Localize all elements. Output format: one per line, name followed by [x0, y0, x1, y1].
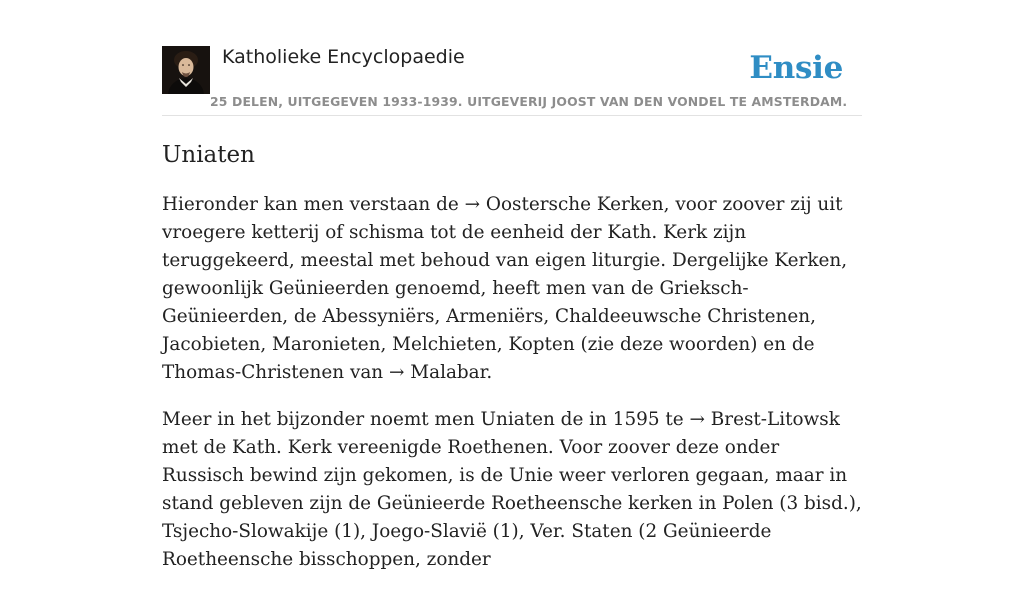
paragraph-text: , voor zoover zij uit vroegere ketterij of schisma tot de eenheid der Kath. Kerk zijn teruggekeerd, meestal met behoud van eigen liturgie. Dergelijke Kerken, gewoonlijk Geünieerden genoemd, heeft men van de Grieksch-Geünieerden, de Abessyniërs, Armeniërs, Chaldeeuwsche Christenen, Jacobieten, Maronieten, Melchieten, Kopten (zie deze woorden) en de Thomas-Christenen van — [162, 194, 848, 383]
xref-malabar-link[interactable]: → Malabar — [389, 362, 487, 383]
paragraph-text: met de Kath. Kerk vereenigde Roethenen. Voor zoover deze onder Russisch bewind zijn gekomen, is de Unie weer verloren gegaan, maar in stand gebleven zijn de Geünieerde Roetheensche kerken in Polen (3 bisd.), Tsjecho-Slowakije (1), Joego-Slavië (1), Ver. Staten (2 Geünieerde Roetheensche bisschoppen, zonder — [162, 437, 862, 570]
article-paragraph-1 — [162, 191, 862, 387]
xref-brest-litowsk-link[interactable]: → Brest-Litowsk — [689, 409, 840, 430]
paragraph-text: Hieronder kan men verstaan de — [162, 194, 465, 215]
article-container — [162, 0, 862, 593]
ensie-logo-link[interactable]: Ensie — [749, 50, 843, 86]
source-meta: 25 DELEN, UITGEGEVEN 1933-1939. UITGEVERIJ JOOST VAN DEN VONDEL TE AMSTERDAM. — [210, 94, 848, 109]
article-body — [162, 191, 862, 574]
article-title: Uniaten — [162, 142, 255, 168]
paragraph-text: . — [486, 362, 493, 383]
portrait-avatar-icon[interactable] — [162, 46, 210, 94]
article-paragraph-2 — [162, 406, 862, 574]
source-header — [162, 0, 862, 116]
portrait-avatar-graphic — [162, 46, 210, 94]
source-title[interactable]: Katholieke Encyclopaedie — [222, 46, 465, 68]
paragraph-text: Meer in het bijzonder noemt men Uniaten de in 1595 te — [162, 409, 690, 430]
xref-oostersche-kerken-link[interactable]: → Oostersche Kerken — [464, 194, 664, 215]
